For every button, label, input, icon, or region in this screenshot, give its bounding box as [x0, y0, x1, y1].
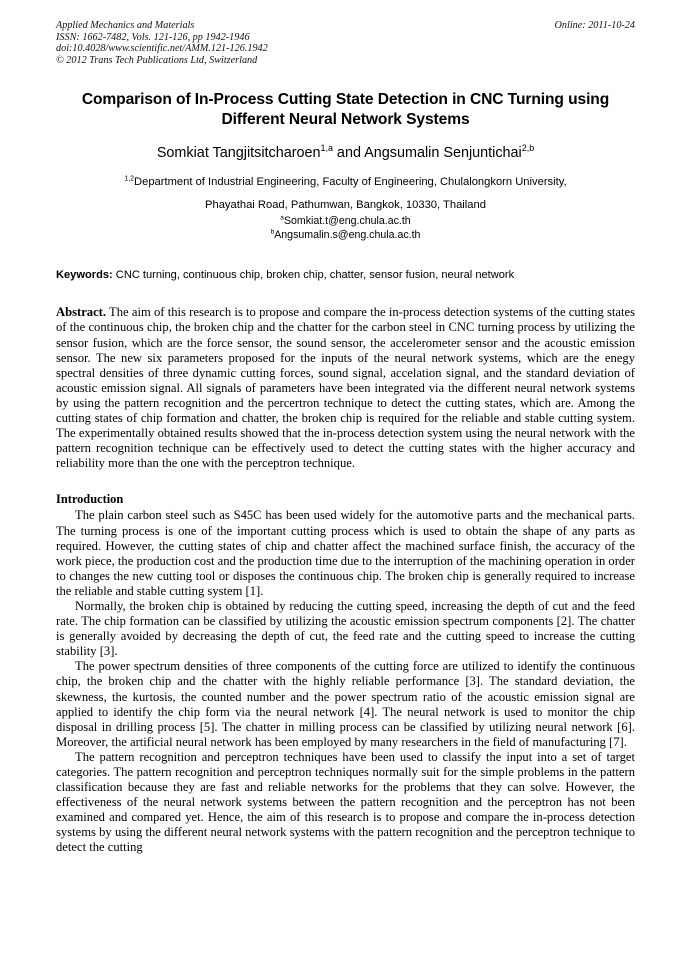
author-2-name: Angsumalin Senjuntichai [364, 145, 522, 162]
title-line-2: Different Neural Network Systems [221, 111, 470, 129]
author-1-email [56, 215, 635, 228]
keywords-list: CNC turning, continuous chip, broken chip, chatter, sensor fusion, neural network [112, 269, 515, 282]
author-2-email-text: Angsumalin.s@eng.chula.ac.th [274, 228, 421, 241]
affiliation-department [56, 176, 635, 188]
introduction-paragraph-3: The power spectrum densities of three components of the cutting force are utilized to identify the continuous chip, the broken chip and the chatter with the highly reliable performance [3]. The standard deviation, the skewness, the kurtosis, the counted number and the power spectrum ratio of the acoustic emission signal are applied to identify the chip form via the neural network [4]. The neural network is used to monitor the chip disposal in drilling process [5]. The chatter in milling process can be classified by utilizing neural network [6]. Moreover, the artificial neural network has been employed by many researchers in the field of manufacturing [7]. [56, 659, 635, 749]
section-heading-introduction: Introduction [56, 492, 124, 507]
affiliation-block [56, 176, 635, 241]
journal-name: Applied Mechanics and Materials [56, 20, 195, 31]
keywords-label: Keywords: [56, 269, 113, 282]
title-line-1: Comparison of In-Process Cutting State Detection in CNC Turning using [81, 91, 610, 109]
affiliation-department-text: Department of Industrial Engineering, Faculty of Engineering, Chulalongkorn University, [134, 176, 567, 189]
email-2-marker: b [270, 228, 275, 236]
journal-doi: doi:10.4028/www.scientific.net/AMM.121-126.1942 [56, 43, 268, 55]
keywords-line [56, 268, 635, 282]
author-conjunction: and [332, 145, 365, 162]
email-1-marker: a [280, 214, 284, 222]
journal-issn: ISSN: 1662-7482, Vols. 121-126, pp 1942-1946 [56, 31, 250, 43]
affiliation-marker: 1,2 [124, 175, 135, 183]
abstract-paragraph [56, 305, 635, 471]
abstract-label: Abstract. [56, 305, 107, 320]
introduction-paragraph-4: The pattern recognition and perceptron techniques have been used to classify the input into a set of target categories. The pattern recognition and perceptron techniques normally suit for the simple problems in the pattern classification because they are fast and reliable networks for the problems that they can solve. However, the effectiveness of the neural network systems between the pattern recognition and the perceptron has not been examined and compared yet. Hence, the aim of this research is to propose and compare the in-process detection systems by using the different neural network systems with the pattern recognition and the perceptron technique to detect the cutting [56, 749, 635, 855]
introduction-paragraph-1: The plain carbon steel such as S45C has been used widely for the automotive parts and the mechanical parts. The turning process is one of the important cutting process which is used to obtain the shape of any parts as required. However, the cutting states of chip and chatter affect the machined surface finish, the accuracy of the work piece, the production cost and the production time due to the interruption of the machining operation in order to changes the new cutting tool or disposes the continuous chip. The broken chip is generally required to increase the reliable and stable cutting system [1]. [56, 508, 635, 598]
author-1-email-text: Somkiat.t@eng.chula.ac.th [283, 215, 411, 228]
abstract-text: The aim of this research is to propose and compare the in-process detection systems of the cutting states of the continuous chip, the broken chip and the chatter for the carbon steel in CNC turning process by utilizing the sensor fusion, which are the force sensor, the sound sensor, the accelerometer sensor and the acoustic emission sensor. The new six parameters proposed for the inputs of the neural network systems, which are the enegy spectral densities of three dynamic cutting forces, sound signal, accelation signal, and the standard deviation of acoustic emission signal. All signals of parameters have been integrated via the different neural network systems by using the pattern recognition and the percertron technique to detect the cutting states, which are. Among the cutting states of chip formation and chatter, the broken chip is required for the reliable and stable cutting system. The experimentally obtained results showed that the in-process detection system using the neural network with the pattern recognition technique can be effectively used to detect the cutting states with the higher accuracy and reliability more than the one with the perceptron technique. [56, 305, 635, 471]
affiliation-address: Phayathai Road, Pathumwan, Bangkok, 10330, Thailand [205, 199, 486, 212]
journal-header [56, 20, 635, 66]
author-1-name: Somkiat Tangjitsitcharoen [156, 145, 321, 162]
introduction-paragraph-2: Normally, the broken chip is obtained by reducing the cutting speed, increasing the depth of cut and the feed rate. The chip formation can be classified by utilizing the acoustic emission spectrum components [2]. The chatter is generally avoided by decreasing the depth of cut, the feed rate and the cutting speed to increase the cutting stability [3]. [56, 598, 635, 659]
page-title [56, 90, 635, 130]
journal-copyright: © 2012 Trans Tech Publications Ltd, Switzerland [56, 54, 258, 66]
author-1-affiliation-marker: 1,a [320, 143, 333, 154]
author-2-affiliation-marker: 2,b [521, 143, 535, 154]
author-byline [56, 144, 635, 162]
online-date: Online: 2011-10-24 [554, 20, 635, 31]
author-2-email [56, 229, 635, 242]
